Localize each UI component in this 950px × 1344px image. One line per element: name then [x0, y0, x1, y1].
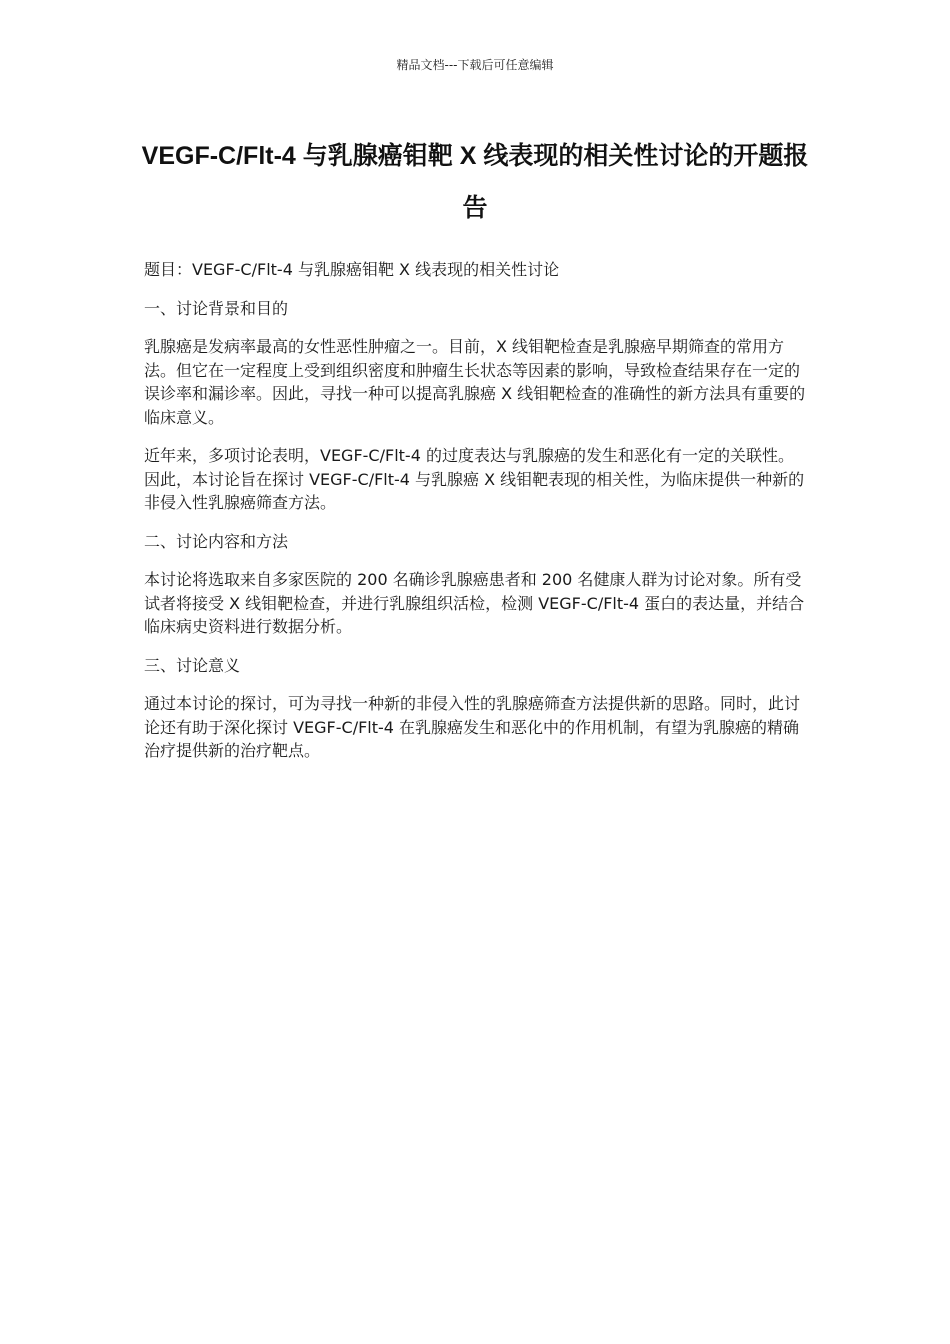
- topic-line: 题目：VEGF-C/Flt-4 与乳腺癌钼靶 X 线表现的相关性讨论: [144, 260, 560, 279]
- document-title: VEGF-C/Flt-4 与乳腺癌钼靶 X 线表现的相关性讨论的开题报告: [141, 142, 809, 222]
- section-heading-significance: 三、讨论意义: [144, 655, 241, 675]
- paragraph-background-1: 乳腺癌是发病率最高的女性恶性肿瘤之一。目前，X 线钼靶检查是乳腺癌早期筛查的常用方法。但它在一定程度上受到组织密度和肿瘤生长状态等因素的影响，导致检查结果存在一定的误诊率和漏诊率。因此，寻找一种可以提高乳腺癌 X 线钼靶检查的准确性的新方法具有重要的临床意义。: [144, 337, 806, 427]
- header-note: 精品文档---下载后可任意编辑: [396, 58, 554, 72]
- paragraph-significance-1: 通过本讨论的探讨，可为寻找一种新的非侵入性的乳腺癌筛查方法提供新的思路。同时，此讨论还有助于深化探讨 VEGF-C/Flt-4 在乳腺癌发生和恶化中的作用机制，有望为乳腺癌的精确治疗提供新的治疗靶点。: [144, 694, 801, 760]
- section-heading-methods: 二、讨论内容和方法: [144, 531, 289, 551]
- document-body: [144, 258, 808, 778]
- paragraph-background-2: 近年来，多项讨论表明，VEGF-C/Flt-4 的过度表达与乳腺癌的发生和恶化有一定的关联性。因此，本讨论旨在探讨 VEGF-C/Flt-4 与乳腺癌 X 线钼靶表现的相关性，为临床提供一种新的非侵入性乳腺癌筛查方法。: [144, 446, 805, 512]
- paragraph-methods-1: 本讨论将选取来自多家医院的 200 名确诊乳腺癌患者和 200 名健康人群为讨论对象。所有受试者将接受 X 线钼靶检查，并进行乳腺组织活检，检测 VEGF-C/Flt-4 蛋白的表达量，并结合临床病史资料进行数据分析。: [144, 570, 805, 636]
- section-heading-background: 一、讨论背景和目的: [144, 298, 289, 318]
